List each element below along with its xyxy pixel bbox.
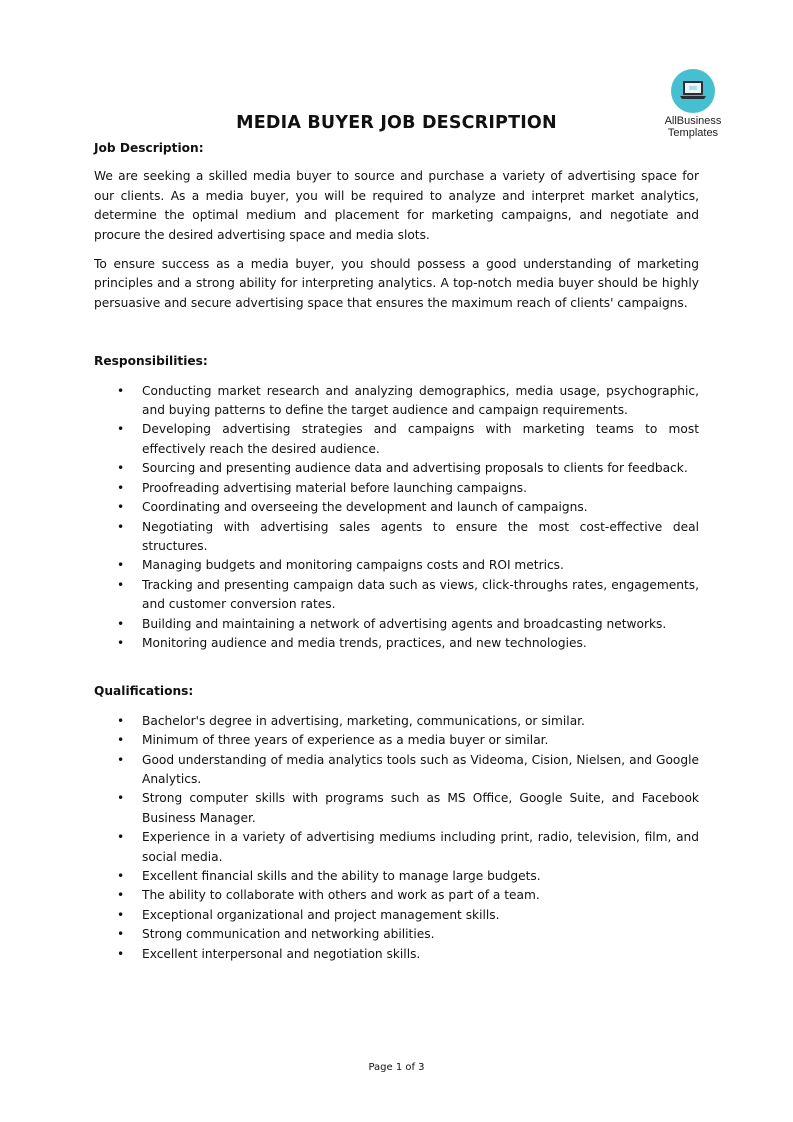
document-body <box>94 139 699 964</box>
list-item <box>94 576 699 615</box>
list-item-text: Experience in a variety of advertising mediums including print, radio, television, film, and social media. <box>142 830 699 864</box>
job-description-paragraph-2: To ensure success as a media buyer, you should possess a good understanding of marketing principles and a strong ability for interpreting analytics. A top-notch media buyer should be highly persuasive and secure advertising space that ensures the maximum reach of clients' campaigns. <box>94 257 699 310</box>
bullet: • <box>117 519 125 534</box>
list-item <box>94 789 699 828</box>
list-item <box>94 498 699 517</box>
list-item-text: Good understanding of media analytics tools such as Videoma, Cision, Nielsen, and Google Analytics. <box>142 752 699 786</box>
list-item <box>94 479 699 498</box>
list-item-text: Exceptional organizational and project management skills. <box>142 907 500 922</box>
list-item <box>94 712 699 731</box>
responsibilities-list <box>94 382 699 654</box>
list-item-text: Strong computer skills with programs such as MS Office, Google Suite, and Facebook Business Manager. <box>142 791 699 825</box>
list-item <box>94 828 699 867</box>
bullet: • <box>117 480 125 495</box>
list-item-text: Excellent financial skills and the ability to manage large budgets. <box>142 869 541 883</box>
laptop-icon <box>671 69 715 113</box>
list-item <box>94 945 699 964</box>
list-item-text: Excellent interpersonal and negotiation skills. <box>142 946 421 961</box>
bullet: • <box>117 500 125 515</box>
bullet: • <box>117 869 125 883</box>
bullet: • <box>117 946 125 961</box>
job-description-heading: Job Description: <box>94 141 204 155</box>
page-number-footer: Page 1 of 3 <box>368 1062 425 1073</box>
logo-line-1: AllBusiness <box>664 115 722 127</box>
bullet: • <box>117 461 125 476</box>
list-item-text: Strong communication and networking abilities. <box>142 927 435 942</box>
bullet: • <box>117 616 125 631</box>
bullet: • <box>117 713 125 728</box>
list-item <box>94 518 699 557</box>
list-item-text: Coordinating and overseeing the development and launch of campaigns. <box>142 500 588 515</box>
job-description-paragraph-1: We are seeking a skilled media buyer to source and purchase a variety of advertising space for our clients. As a media buyer, you will be required to analyze and interpret market analytics, determine the optimal medium and placement for marketing campaigns, and negotiate and procure the desired advertising space and media slots. <box>94 169 699 242</box>
list-item <box>94 886 699 905</box>
bullet: • <box>117 558 125 573</box>
bullet: • <box>117 927 125 942</box>
list-item-text: Developing advertising strategies and campaigns with marketing teams to most effectively reach the desired audience. <box>142 422 699 456</box>
bullet: • <box>117 577 125 592</box>
list-item-text: Monitoring audience and media trends, practices, and new technologies. <box>142 635 587 650</box>
list-item-text: Proofreading advertising material before launching campaigns. <box>142 480 528 495</box>
list-item <box>94 731 699 750</box>
list-item <box>94 925 699 944</box>
list-item-text: Building and maintaining a network of advertising agents and broadcasting networks. <box>142 616 667 631</box>
bullet: • <box>117 733 125 748</box>
list-item-text: Negotiating with advertising sales agents to ensure the most cost-effective deal structures. <box>142 519 699 553</box>
list-item-text: Tracking and presenting campaign data such as views, click-throughs rates, engagements, and customer conversion rates. <box>142 577 699 612</box>
list-item <box>94 906 699 925</box>
list-item <box>94 615 699 634</box>
list-item-text: Bachelor's degree in advertising, marketing, communications, or similar. <box>142 713 585 728</box>
list-item <box>94 459 699 478</box>
bullet: • <box>117 791 125 806</box>
list-item <box>94 867 699 886</box>
qualifications-list <box>94 712 699 964</box>
list-item-text: Minimum of three years of experience as a media buyer or similar. <box>142 733 549 748</box>
list-item <box>94 751 699 790</box>
bullet: • <box>117 422 125 437</box>
bullet: • <box>117 383 125 398</box>
bullet: • <box>117 752 125 767</box>
list-item <box>94 420 699 459</box>
list-item-text: Sourcing and presenting audience data and advertising proposals to clients for feedback. <box>142 461 688 476</box>
list-item-text: Managing budgets and monitoring campaigns costs and ROI metrics. <box>142 558 564 573</box>
logo-line-2: Templates <box>667 127 719 139</box>
list-item-text: Conducting market research and analyzing demographics, media usage, psychographic, and buying patterns to define the target audience and campaign requirements. <box>142 383 699 418</box>
page-title: MEDIA BUYER JOB DESCRIPTION <box>236 113 557 133</box>
bullet: • <box>117 888 125 903</box>
list-item <box>94 634 699 653</box>
list-item-text: The ability to collaborate with others and work as part of a team. <box>142 888 540 903</box>
bullet: • <box>117 635 125 650</box>
bullet: • <box>117 907 125 922</box>
responsibilities-heading: Responsibilities: <box>94 354 208 369</box>
qualifications-heading: Qualifications: <box>94 684 194 699</box>
bullet: • <box>117 830 125 845</box>
list-item <box>94 556 699 575</box>
list-item <box>94 382 699 421</box>
